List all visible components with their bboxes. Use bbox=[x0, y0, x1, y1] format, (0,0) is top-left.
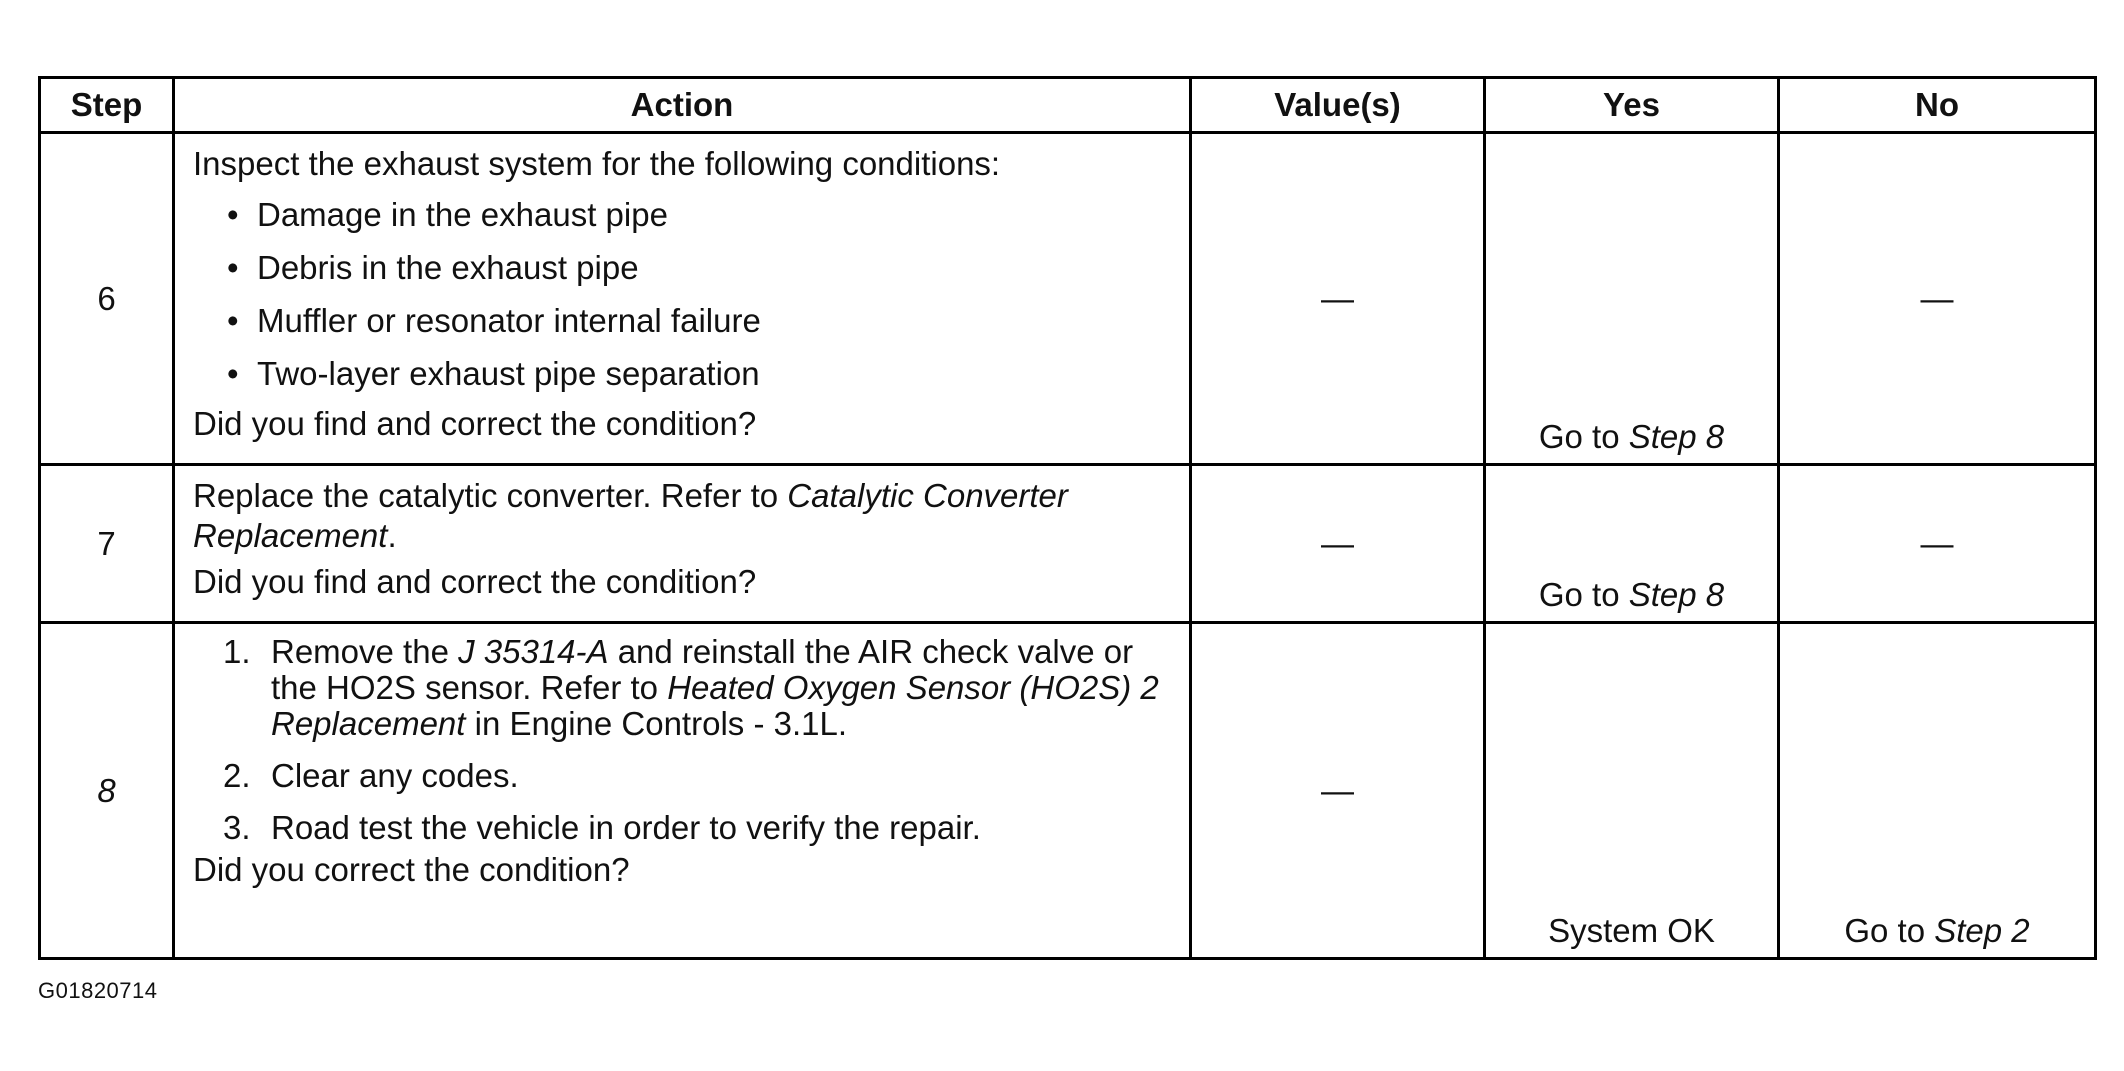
yes-prefix: Go to bbox=[1538, 418, 1629, 455]
no-value: — bbox=[1920, 524, 1954, 562]
yes-value: System OK bbox=[1548, 912, 1715, 949]
diagnostic-table bbox=[38, 76, 2097, 960]
item-text: Clear any codes. bbox=[271, 757, 519, 794]
step-number: 8 bbox=[40, 623, 174, 959]
item-text: in Engine Controls - 3.1L. bbox=[465, 705, 847, 742]
list-item: • Debris in the exhaust pipe bbox=[227, 241, 1171, 294]
header-step: Step bbox=[40, 78, 174, 133]
action-intro: Inspect the exhaust system for the following conditions: bbox=[193, 145, 1001, 182]
action-text-end: . bbox=[387, 517, 397, 554]
no-prefix: Go to bbox=[1844, 912, 1935, 949]
header-yes: Yes bbox=[1485, 78, 1779, 133]
yes-step-link[interactable]: Step 8 bbox=[1628, 418, 1725, 455]
item-text: and reinstall the AIR check valve or the HO2S sensor. Refer to bbox=[271, 633, 1134, 706]
no-cell bbox=[1779, 133, 2096, 465]
no-cell bbox=[1779, 623, 2096, 959]
action-text-plain: Replace the catalytic converter. Refer to bbox=[193, 477, 788, 514]
values-cell: — bbox=[1191, 133, 1485, 465]
list-item: • Muffler or resonator internal failure bbox=[227, 294, 1171, 347]
header-values: Value(s) bbox=[1191, 78, 1485, 133]
header-no: No bbox=[1779, 78, 2096, 133]
yes-prefix: Go to bbox=[1538, 576, 1629, 613]
item-text: Remove the bbox=[271, 633, 459, 670]
header-row bbox=[40, 78, 2096, 133]
figure-id: G01820714 bbox=[38, 978, 158, 1003]
reference-link[interactable]: Catalytic Converter Replacement bbox=[193, 477, 1068, 554]
action-cell bbox=[174, 465, 1191, 623]
procedure-list bbox=[193, 634, 1171, 846]
action-question: Did you find and correct the condition? bbox=[193, 405, 757, 442]
table-row-step-7 bbox=[40, 465, 2096, 623]
action-question: Did you find and correct the condition? bbox=[193, 563, 757, 600]
tool-reference[interactable]: J 35314-A bbox=[458, 633, 609, 670]
values-cell: — bbox=[1191, 465, 1485, 623]
no-cell bbox=[1779, 465, 2096, 623]
condition-list bbox=[193, 188, 1171, 400]
yes-cell bbox=[1485, 623, 1779, 959]
reference-link[interactable]: Heated Oxygen Sensor (HO2S) 2 Replacement bbox=[271, 669, 1159, 742]
action-question: Did you correct the condition? bbox=[193, 851, 630, 888]
action-text bbox=[193, 476, 1171, 556]
step-number: 6 bbox=[40, 133, 174, 465]
action-cell bbox=[174, 623, 1191, 959]
header-action: Action bbox=[174, 78, 1191, 133]
list-item: • Two-layer exhaust pipe separation bbox=[227, 347, 1171, 400]
list-item: • Damage in the exhaust pipe bbox=[227, 188, 1171, 241]
step-number: 7 bbox=[40, 465, 174, 623]
table-row-step-8 bbox=[40, 623, 2096, 959]
values-cell: — bbox=[1191, 623, 1485, 959]
item-number: 2. bbox=[223, 757, 251, 794]
list-item bbox=[223, 758, 1171, 794]
list-item bbox=[223, 634, 1171, 742]
no-value: — bbox=[1920, 279, 1954, 317]
table-row-step-6 bbox=[40, 133, 2096, 465]
item-number: 3. bbox=[223, 809, 251, 846]
yes-cell bbox=[1485, 133, 1779, 465]
yes-step-link[interactable]: Step 8 bbox=[1628, 576, 1725, 613]
yes-cell bbox=[1485, 465, 1779, 623]
item-number: 1. bbox=[223, 633, 251, 670]
list-item bbox=[223, 810, 1171, 846]
no-step-link[interactable]: Step 2 bbox=[1934, 912, 2030, 949]
item-text: Road test the vehicle in order to verify the repair. bbox=[271, 809, 981, 846]
action-cell bbox=[174, 133, 1191, 465]
